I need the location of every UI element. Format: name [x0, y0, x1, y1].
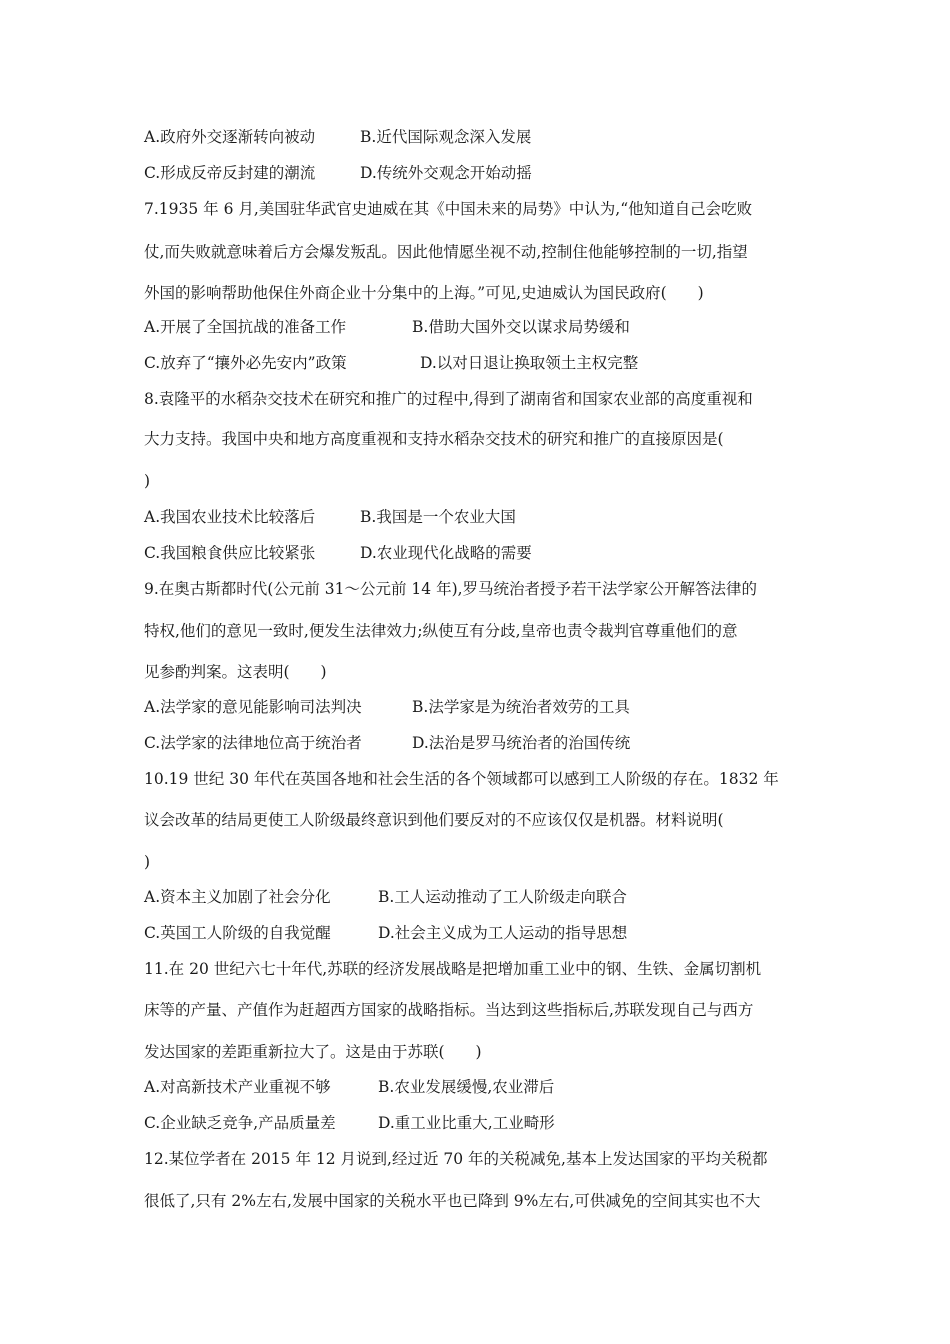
q11-option-d: D.重工业比重大,工业畸形 — [378, 1114, 555, 1132]
q7-option-b: B.借助大国外交以谋求局势缓和 — [412, 318, 630, 336]
q8-option-c: C.我国粮食供应比较紧张 — [144, 544, 316, 562]
q12-stem-line-2: 很低了,只有 2%左右,发展中国家的关税水平也已降到 9%左右,可供减免的空间其实也不大 — [144, 1192, 761, 1210]
q11-stem-line-3: 发达国家的差距重新拉大了。这是由于苏联( ) — [144, 1043, 482, 1061]
q11-option-c: C.企业缺乏竞争,产品质量差 — [144, 1114, 336, 1132]
q9-stem-line-3: 见参酌判案。这表明( ) — [144, 663, 327, 681]
q7-stem-line-1: 7.1935 年 6 月,美国驻华武官史迪威在其《中国未来的局势》中认为,“他知道自己会吃败 — [144, 200, 753, 218]
q10-option-c: C.英国工人阶级的自我觉醒 — [144, 924, 331, 942]
q8-stem-line-3: ) — [144, 472, 151, 490]
q11-stem-line-2: 床等的产量、产值作为赶超西方国家的战略指标。当达到这些指标后,苏联发现自己与西方 — [144, 1001, 754, 1019]
q11-stem-line-1: 11.在 20 世纪六七十年代,苏联的经济发展战略是把增加重工业中的钢、生铁、金属切割机 — [144, 960, 762, 978]
q6-option-b: B.近代国际观念深入发展 — [360, 128, 532, 146]
q8-stem-line-1: 8.袁隆平的水稻杂交技术在研究和推广的过程中,得到了湖南省和国家农业部的高度重视和 — [144, 390, 753, 408]
q7-stem-line-3: 外国的影响帮助他保住外商企业十分集中的上海。”可见,史迪威认为国民政府( ) — [144, 284, 704, 302]
q7-stem-line-2: 仗,而失败就意味着后方会爆发叛乱。因此他情愿坐视不动,控制住他能够控制的一切,指望 — [144, 243, 748, 261]
q6-option-d: D.传统外交观念开始动摇 — [360, 164, 532, 182]
q9-stem-line-1: 9.在奥古斯都时代(公元前 31～公元前 14 年),罗马统治者授予若干法学家公开解答法律的 — [144, 580, 758, 598]
q9-option-c: C.法学家的法律地位高于统治者 — [144, 734, 362, 752]
q10-option-a: A.资本主义加剧了社会分化 — [144, 888, 331, 906]
q10-stem-line-2: 议会改革的结局更使工人阶级最终意识到他们要反对的不应该仅仅是机器。材料说明( — [144, 811, 724, 829]
q12-stem-line-1: 12.某位学者在 2015 年 12 月说到,经过近 70 年的关税减免,基本上发达国家的平均关税都 — [144, 1150, 768, 1168]
q6-option-c: C.形成反帝反封建的潮流 — [144, 164, 316, 182]
q9-option-b: B.法学家是为统治者效劳的工具 — [412, 698, 630, 716]
q8-option-b: B.我国是一个农业大国 — [360, 508, 516, 526]
q10-stem-line-1: 10.19 世纪 30 年代在英国各地和社会生活的各个领域都可以感到工人阶级的存在。1832 年 — [144, 770, 779, 788]
q7-option-c: C.放弃了“攘外必先安内”政策 — [144, 354, 347, 372]
q10-option-b: B.工人运动推动了工人阶级走向联合 — [378, 888, 627, 906]
q9-option-a: A.法学家的意见能影响司法判决 — [144, 698, 362, 716]
q7-option-d: D.以对日退让换取领土主权完整 — [420, 354, 639, 372]
q11-option-b: B.农业发展缓慢,农业滞后 — [378, 1078, 555, 1096]
q8-option-a: A.我国农业技术比较落后 — [144, 508, 316, 526]
q9-stem-line-2: 特权,他们的意见一致时,便发生法律效力;纵使互有分歧,皇帝也责令裁判官尊重他们的意 — [144, 622, 738, 640]
q11-option-a: A.对高新技术产业重视不够 — [144, 1078, 331, 1096]
q8-stem-line-2: 大力支持。我国中央和地方高度重视和支持水稻杂交技术的研究和推广的直接原因是( — [144, 430, 724, 448]
q10-option-d: D.社会主义成为工人运动的指导思想 — [378, 924, 628, 942]
q9-option-d: D.法治是罗马统治者的治国传统 — [412, 734, 631, 752]
q8-option-d: D.农业现代化战略的需要 — [360, 544, 532, 562]
q10-stem-line-3: ) — [144, 853, 151, 871]
q7-option-a: A.开展了全国抗战的准备工作 — [144, 318, 347, 336]
q6-option-a: A.政府外交逐渐转向被动 — [144, 128, 316, 146]
